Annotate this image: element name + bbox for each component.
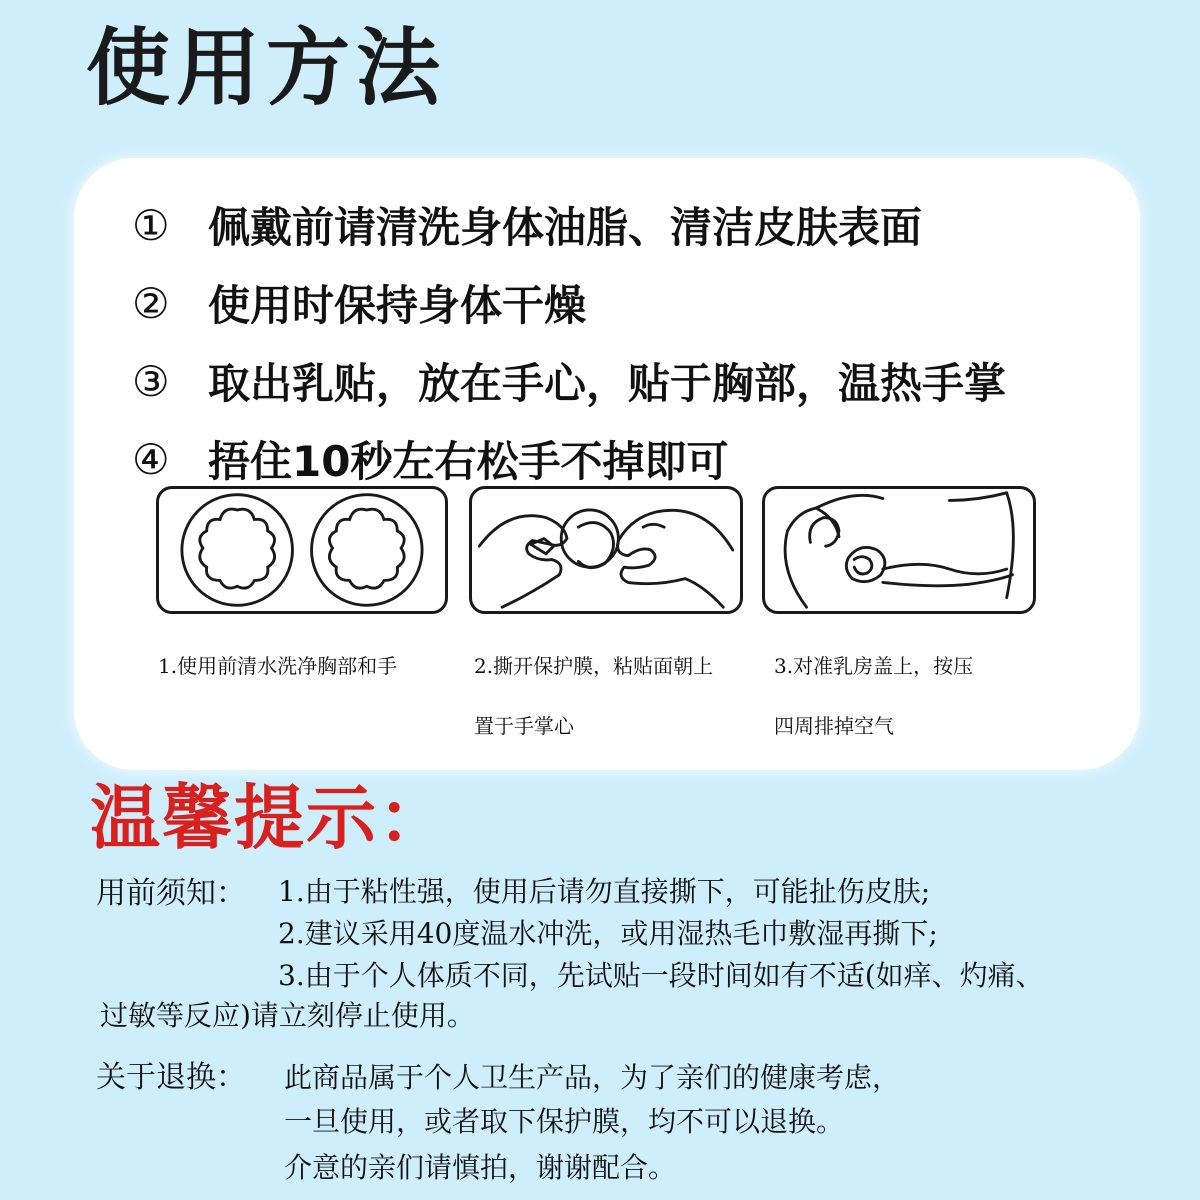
illustration-row xyxy=(156,486,1042,738)
step-number: ④ xyxy=(132,434,170,484)
figure-caption: 1.使用前清水洗净胸部和手 xyxy=(158,654,398,678)
step-text: 佩戴前请清洗身体油脂、清洁皮肤表面 xyxy=(208,203,923,252)
notice-line: 2.建议采用40度温水冲洗，或用湿热毛巾敷湿再撕下; xyxy=(278,917,938,950)
figure-caption: 置于手掌心 xyxy=(474,714,574,738)
figure-caption: 四周排掉空气 xyxy=(774,714,894,738)
step-text: 取出乳贴，放在手心，贴于胸部，温热手掌 xyxy=(208,359,1007,408)
step-item xyxy=(132,264,1006,342)
steps-list xyxy=(132,186,1006,498)
figure-caption: 2.撕开保护膜，粘贴面朝上 xyxy=(474,654,714,678)
step-item xyxy=(132,342,1006,420)
instructions-card xyxy=(74,158,1140,770)
apply-to-chest-icon xyxy=(762,486,1036,614)
figure-caption: 3.对准乳房盖上，按压 xyxy=(774,654,974,678)
hands-peeling-film-icon xyxy=(469,486,743,614)
return-line: 此商品属于个人卫生产品，为了亲们的健康考虑， xyxy=(284,1061,901,1094)
return-line: 介意的亲们请慎拍，谢谢配合。 xyxy=(284,1151,677,1184)
notice-line: 过敏等反应)请立刻停止使用。 xyxy=(100,999,475,1032)
step-item xyxy=(132,186,1006,264)
notice-label: 用前须知： xyxy=(96,876,246,911)
step-text: 使用时保持身体干燥 xyxy=(208,281,587,330)
tips-title: 温馨提示： xyxy=(90,776,450,859)
notice-line: 1.由于粘性强，使用后请勿直接撕下，可能扯伤皮肤; xyxy=(278,875,931,908)
page-title: 使用方法 xyxy=(86,19,447,117)
notice-line: 3.由于个人体质不同，先试贴一段时间如有不适(如痒、灼痛、 xyxy=(278,959,1044,992)
flower-nipple-covers-icon xyxy=(156,486,448,614)
return-line: 一旦使用，或者取下保护膜，均不可以退换。 xyxy=(284,1105,845,1138)
step-text: 捂住10秒左右松手不掉即可 xyxy=(208,437,729,486)
step-number: ① xyxy=(132,200,170,250)
step-number: ③ xyxy=(132,356,170,406)
step-number: ② xyxy=(132,278,170,328)
return-label: 关于退换： xyxy=(96,1060,246,1095)
